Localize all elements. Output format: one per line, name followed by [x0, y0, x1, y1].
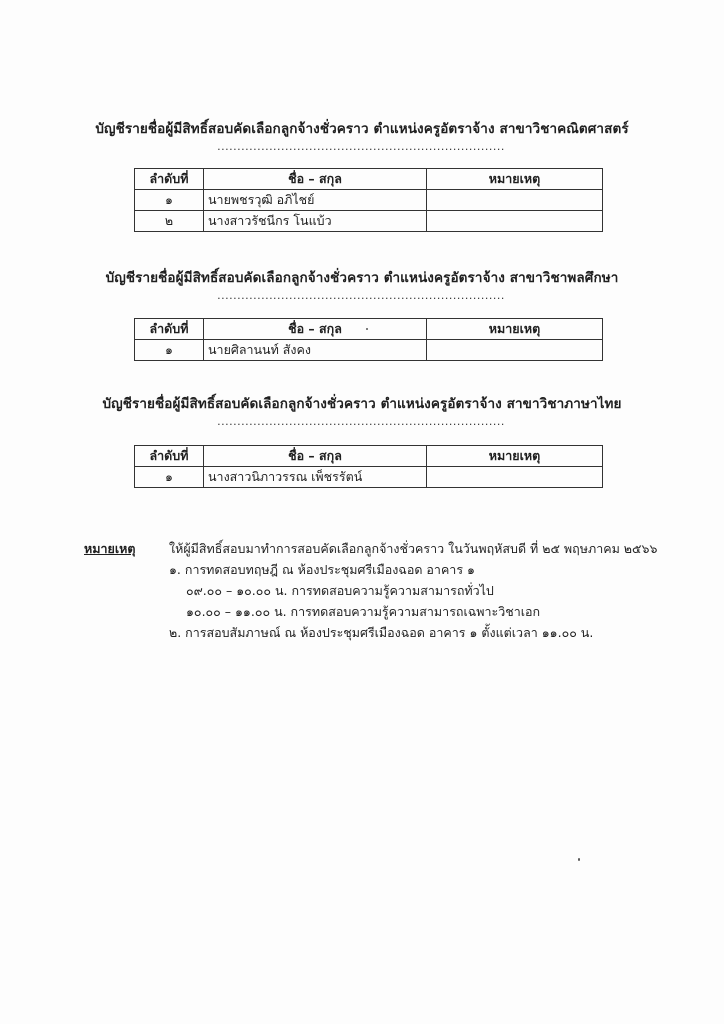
row-remark — [427, 190, 603, 211]
table-header-row — [135, 319, 603, 340]
table-row — [135, 211, 603, 232]
row-remark — [427, 211, 603, 232]
scan-speck — [366, 328, 368, 330]
dotted-line: ........................................................................ — [217, 415, 505, 428]
table-row — [135, 190, 603, 211]
column-header-name: ชื่อ – สกุล — [204, 446, 427, 467]
row-name: นายศิลานนท์ สังคง — [204, 340, 427, 361]
section-title: บัญชีรายชื่อผู้มีสิทธิ์สอบคัดเลือกลูกจ้างชั่วคราว ตำแหน่งครูอัตราจ้าง สาขาวิชาพลศึกษา — [105, 270, 619, 286]
column-header-name: ชื่อ – สกุล — [204, 319, 427, 340]
row-number: ๒ — [135, 211, 204, 232]
row-number: ๑ — [135, 467, 204, 488]
column-header-remark: หมายเหตุ — [427, 319, 603, 340]
roster-table-physical-education — [134, 318, 603, 361]
section-thai-language — [0, 392, 724, 428]
row-remark — [427, 467, 603, 488]
section-physical-education — [0, 266, 724, 302]
table-row — [135, 340, 603, 361]
note-line: ๑. การทดสอบทฤษฎี ณ ห้องประชุมศรีเมืองฉอด อาคาร ๑ — [169, 562, 475, 577]
scan-speck — [578, 858, 580, 861]
section-title: บัญชีรายชื่อผู้มีสิทธิ์สอบคัดเลือกลูกจ้างชั่วคราว ตำแหน่งครูอัตราจ้าง สาขาวิชาภาษาไทย — [102, 396, 622, 412]
note-line: ๑๐.๐๐ – ๑๑.๐๐ น. การทดสอบความรู้ความสามารถเฉพาะวิชาเอก — [186, 604, 541, 619]
roster-table-mathematics — [134, 168, 603, 232]
section-mathematics — [0, 117, 724, 153]
column-header-remark: หมายเหตุ — [427, 446, 603, 467]
table-row — [135, 467, 603, 488]
row-remark — [427, 340, 603, 361]
note-label: หมายเหตุ — [84, 541, 136, 556]
table-header-row — [135, 446, 603, 467]
column-header-name: ชื่อ – สกุล — [204, 169, 427, 190]
roster-table-thai-language — [134, 445, 603, 488]
column-header-order: ลำดับที่ — [135, 446, 204, 467]
section-title: บัญชีรายชื่อผู้มีสิทธิ์สอบคัดเลือกลูกจ้างชั่วคราว ตำแหน่งครูอัตราจ้าง สาขาวิชาคณิตศาสตร์ — [95, 121, 629, 137]
column-header-order: ลำดับที่ — [135, 319, 204, 340]
column-header-remark: หมายเหตุ — [427, 169, 603, 190]
table-header-row — [135, 169, 603, 190]
dotted-line: ........................................................................ — [217, 289, 505, 302]
column-header-order: ลำดับที่ — [135, 169, 204, 190]
row-name: นางสาวรัชนีกร โนแบ้ว — [204, 211, 427, 232]
row-name: นางสาวนิภาวรรณ เพ็ชรรัตน์ — [204, 467, 427, 488]
row-name: นายพชรวุฒิ อภิไชย์ — [204, 190, 427, 211]
row-number: ๑ — [135, 190, 204, 211]
note-line: ๒. การสอบสัมภาษณ์ ณ ห้องประชุมศรีเมืองฉอด อาคาร ๑ ตั้งแต่เวลา ๑๑.๐๐ น. — [169, 625, 594, 640]
note-line: ให้ผู้มีสิทธิ์สอบมาทำการสอบคัดเลือกลูกจ้างชั่วคราว ในวันพฤหัสบดี ที่ ๒๕ พฤษภาคม ๒๕๖๖ — [169, 541, 658, 556]
dotted-line: ........................................................................ — [217, 140, 505, 153]
note-line: ๐๙.๐๐ – ๑๐.๐๐ น. การทดสอบความรู้ความสามารถทั่วไป — [186, 583, 494, 598]
row-number: ๑ — [135, 340, 204, 361]
